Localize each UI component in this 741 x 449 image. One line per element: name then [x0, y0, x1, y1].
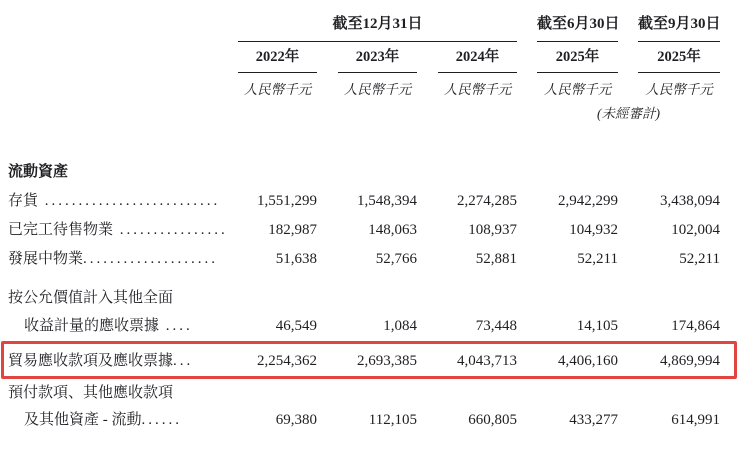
row-value: 51,638	[275, 251, 317, 267]
unit-label: 人民幣千元	[443, 82, 512, 97]
col-year-2025-sep: 2025年	[638, 45, 720, 73]
row-value: 46,549	[275, 318, 317, 334]
row-prepayments-line1	[0, 379, 741, 407]
row-value: 2,942,299	[558, 193, 618, 209]
row-value: 102,004	[671, 222, 720, 238]
row-inventories	[0, 187, 741, 215]
row-value: 148,063	[368, 222, 417, 238]
unit-label: 人民幣千元	[343, 82, 412, 97]
dot-leader: ................	[113, 222, 228, 238]
row-value: 108,937	[468, 222, 517, 238]
year-header-row	[0, 42, 741, 73]
period-group-sep30: 截至9月30日	[638, 12, 720, 42]
row-label: 及其他資產 - 流動	[24, 412, 142, 428]
row-value: 1,548,394	[357, 193, 417, 209]
row-value: 52,766	[375, 251, 417, 267]
period-group-row	[0, 10, 741, 42]
row-properties-under-development	[0, 245, 741, 273]
row-value: 3,438,094	[660, 193, 720, 209]
dot-leader: ..........................	[38, 193, 221, 209]
row-fvtoci-bills-line1	[0, 284, 741, 312]
row-label: 存貨	[8, 193, 39, 209]
row-value: 4,869,994	[660, 353, 720, 369]
dot-leader: ....................	[83, 251, 219, 267]
col-year-2025-jun: 2025年	[537, 45, 618, 73]
row-value: 2,254,362	[257, 353, 317, 369]
col-year-2023: 2023年	[338, 45, 417, 73]
row-prepayments-line2	[0, 406, 741, 434]
dot-leader: ......	[141, 412, 182, 428]
row-value: 2,693,385	[357, 353, 417, 369]
row-label: 發展中物業	[8, 251, 84, 267]
row-fvtoci-bills-line2	[0, 312, 741, 340]
section-title-current-assets: 流動資產	[8, 164, 69, 180]
row-value: 69,380	[275, 412, 317, 428]
row-label: 預付款項、其他應收款項	[8, 385, 174, 401]
row-value: 104,932	[569, 222, 618, 238]
row-value: 73,448	[475, 318, 517, 334]
period-group-jun30: 截至6月30日	[537, 12, 618, 42]
row-label: 按公允價值計入其他全面	[8, 290, 174, 306]
row-value: 182,987	[268, 222, 317, 238]
section-row	[0, 158, 741, 186]
col-year-2024: 2024年	[438, 45, 517, 73]
row-value: 433,277	[569, 412, 618, 428]
dot-leader: ...	[173, 353, 194, 369]
row-value: 112,105	[368, 412, 417, 428]
row-value: 2,274,285	[457, 193, 517, 209]
unit-label: 人民幣千元	[645, 82, 713, 97]
row-value: 660,805	[468, 412, 517, 428]
row-value: 4,043,713	[457, 353, 517, 369]
currency-unit-row	[0, 78, 741, 98]
row-value: 14,105	[576, 318, 618, 334]
row-value: 52,211	[577, 251, 618, 267]
row-value: 52,211	[679, 251, 720, 267]
unaudited-note: (未經審計)	[597, 106, 660, 121]
row-completed-properties	[0, 216, 741, 244]
row-label: 貿易應收款項及應收票據	[8, 353, 174, 369]
row-value: 52,881	[475, 251, 517, 267]
row-value: 1,551,299	[257, 193, 317, 209]
row-trade-receivables	[0, 347, 741, 375]
dot-leader: ....	[159, 318, 193, 334]
row-value: 614,991	[671, 412, 720, 428]
row-value: 174,864	[671, 318, 720, 334]
unaudited-row	[0, 102, 741, 122]
col-year-2022: 2022年	[238, 45, 317, 73]
unit-label: 人民幣千元	[543, 82, 612, 97]
row-label: 收益計量的應收票據	[24, 318, 160, 334]
row-label: 已完工待售物業	[8, 222, 114, 238]
period-group-dec31: 截至12月31日	[238, 12, 517, 42]
row-value: 1,084	[383, 318, 417, 334]
unit-label: 人民幣千元	[243, 82, 312, 97]
row-value: 4,406,160	[558, 353, 618, 369]
